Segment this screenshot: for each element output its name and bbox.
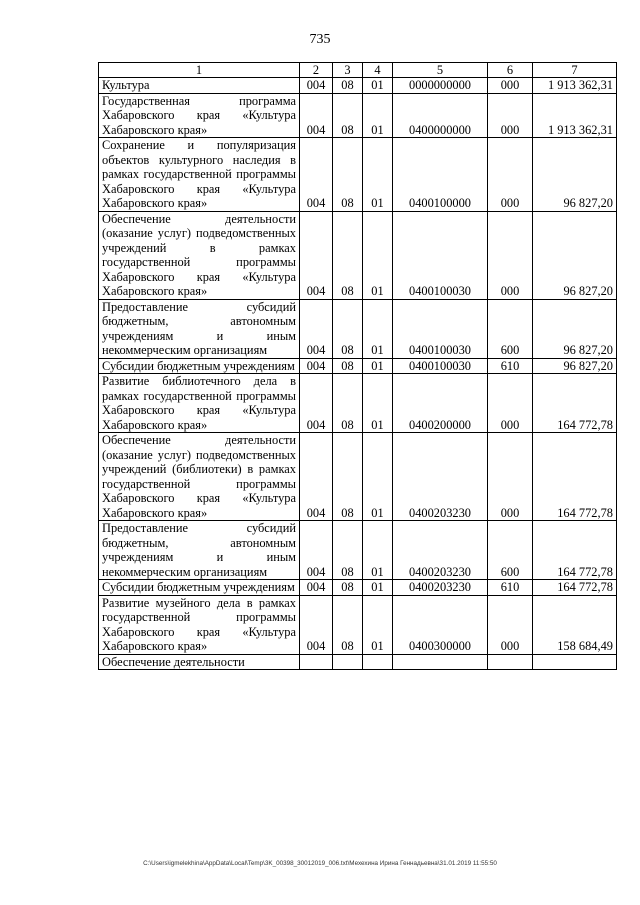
row-code-5: 0400000000 xyxy=(393,93,488,138)
table-row xyxy=(99,521,617,580)
row-amount: 164 772,78 xyxy=(533,580,617,596)
table-row xyxy=(99,374,617,433)
row-code-6: 000 xyxy=(488,78,533,94)
row-amount: 1 913 362,31 xyxy=(533,78,617,94)
row-code-4: 01 xyxy=(363,78,393,94)
row-name: Предоставление субсидий бюджетным, автономным учреждениям и иным некоммерческим организациям xyxy=(99,299,300,358)
table-row xyxy=(99,78,617,94)
budget-table xyxy=(98,62,617,670)
row-amount: 96 827,20 xyxy=(533,138,617,212)
row-name: Развитие библиотечного дела в рамках государственной программы Хабаровского края «Культура Хабаровского края» xyxy=(99,374,300,433)
row-code-6: 600 xyxy=(488,299,533,358)
row-code-6: 600 xyxy=(488,521,533,580)
row-code-6: 000 xyxy=(488,211,533,299)
row-amount: 158 684,49 xyxy=(533,595,617,654)
table-row xyxy=(99,433,617,521)
row-code-6: 000 xyxy=(488,595,533,654)
table-row xyxy=(99,580,617,596)
row-code-2: 004 xyxy=(300,580,333,596)
row-code-6: 610 xyxy=(488,358,533,374)
row-name: Обеспечение деятельности (оказание услуг) подведомственных учреждений в рамках государственной программы Хабаровского края «Культура Хабаровского края» xyxy=(99,211,300,299)
row-code-4: 01 xyxy=(363,93,393,138)
row-code-2: 004 xyxy=(300,374,333,433)
table-row xyxy=(99,93,617,138)
row-code-2: 004 xyxy=(300,595,333,654)
row-code-5: 0400203230 xyxy=(393,433,488,521)
row-code-3: 08 xyxy=(333,580,363,596)
row-code-5 xyxy=(393,654,488,670)
row-code-5: 0400100030 xyxy=(393,299,488,358)
row-code-2: 004 xyxy=(300,138,333,212)
table-row xyxy=(99,138,617,212)
row-code-4: 01 xyxy=(363,138,393,212)
table-row xyxy=(99,211,617,299)
row-code-2: 004 xyxy=(300,521,333,580)
row-code-6: 610 xyxy=(488,580,533,596)
row-amount xyxy=(533,654,617,670)
row-code-2: 004 xyxy=(300,211,333,299)
header-col-4: 4 xyxy=(363,63,393,78)
header-col-1: 1 xyxy=(99,63,300,78)
row-code-6: 000 xyxy=(488,93,533,138)
row-code-3 xyxy=(333,654,363,670)
table-row xyxy=(99,595,617,654)
table-row xyxy=(99,358,617,374)
row-code-5: 0400203230 xyxy=(393,580,488,596)
row-code-5: 0400100030 xyxy=(393,358,488,374)
row-amount: 164 772,78 xyxy=(533,374,617,433)
row-code-4: 01 xyxy=(363,299,393,358)
row-code-3: 08 xyxy=(333,78,363,94)
row-code-4 xyxy=(363,654,393,670)
row-name: Субсидии бюджетным учреждениям xyxy=(99,580,300,596)
header-col-6: 6 xyxy=(488,63,533,78)
row-code-3: 08 xyxy=(333,433,363,521)
row-code-2: 004 xyxy=(300,78,333,94)
row-code-4: 01 xyxy=(363,595,393,654)
row-code-6: 000 xyxy=(488,433,533,521)
row-amount: 164 772,78 xyxy=(533,433,617,521)
row-amount: 96 827,20 xyxy=(533,211,617,299)
row-code-6: 000 xyxy=(488,138,533,212)
row-code-3: 08 xyxy=(333,521,363,580)
row-amount: 96 827,20 xyxy=(533,358,617,374)
row-code-4: 01 xyxy=(363,374,393,433)
row-code-2: 004 xyxy=(300,93,333,138)
row-amount: 164 772,78 xyxy=(533,521,617,580)
row-code-4: 01 xyxy=(363,433,393,521)
row-amount: 1 913 362,31 xyxy=(533,93,617,138)
header-row xyxy=(99,63,617,78)
row-code-2: 004 xyxy=(300,433,333,521)
row-code-6: 000 xyxy=(488,374,533,433)
row-code-5: 0400300000 xyxy=(393,595,488,654)
row-code-3: 08 xyxy=(333,211,363,299)
row-code-2: 004 xyxy=(300,299,333,358)
header-col-3: 3 xyxy=(333,63,363,78)
row-code-6 xyxy=(488,654,533,670)
row-name: Обеспечение деятельности (оказание услуг) подведомственных учреждений (библиотеки) в рамках государственной программы Хабаровского края «Культура Хабаровского края» xyxy=(99,433,300,521)
row-name: Развитие музейного дела в рамках государственной программы Хабаровского края «Культура Хабаровского края» xyxy=(99,595,300,654)
row-code-5: 0400100000 xyxy=(393,138,488,212)
row-code-4: 01 xyxy=(363,358,393,374)
row-code-3: 08 xyxy=(333,299,363,358)
header-col-2: 2 xyxy=(300,63,333,78)
row-code-3: 08 xyxy=(333,374,363,433)
table-row xyxy=(99,654,617,670)
row-name: Предоставление субсидий бюджетным, автономным учреждениям и иным некоммерческим организациям xyxy=(99,521,300,580)
row-code-3: 08 xyxy=(333,93,363,138)
table-row xyxy=(99,299,617,358)
row-code-3: 08 xyxy=(333,138,363,212)
row-code-4: 01 xyxy=(363,211,393,299)
row-code-5: 0000000000 xyxy=(393,78,488,94)
row-code-3: 08 xyxy=(333,358,363,374)
row-code-3: 08 xyxy=(333,595,363,654)
row-code-5: 0400100030 xyxy=(393,211,488,299)
row-code-4: 01 xyxy=(363,521,393,580)
row-amount: 96 827,20 xyxy=(533,299,617,358)
row-code-4: 01 xyxy=(363,580,393,596)
header-col-7: 7 xyxy=(533,63,617,78)
row-code-5: 0400203230 xyxy=(393,521,488,580)
header-col-5: 5 xyxy=(393,63,488,78)
row-name: Сохранение и популяризация объектов культурного наследия в рамках государственной программы Хабаровского края «Культура Хабаровского края» xyxy=(99,138,300,212)
row-name: Культура xyxy=(99,78,300,94)
footer-path: C:\Users\igmelekhina\AppData\Local\Temp\3K_00398_30012019_006.txt\Мехехина Ирина Геннадьевна\31.01.2019 11:55:50 xyxy=(143,860,497,867)
row-name: Государственная программа Хабаровского края «Культура Хабаровского края» xyxy=(99,93,300,138)
row-name: Субсидии бюджетным учреждениям xyxy=(99,358,300,374)
row-name: Обеспечение деятельности xyxy=(99,654,300,670)
row-code-2 xyxy=(300,654,333,670)
row-code-5: 0400200000 xyxy=(393,374,488,433)
row-code-2: 004 xyxy=(300,358,333,374)
page-number: 735 xyxy=(309,32,331,47)
